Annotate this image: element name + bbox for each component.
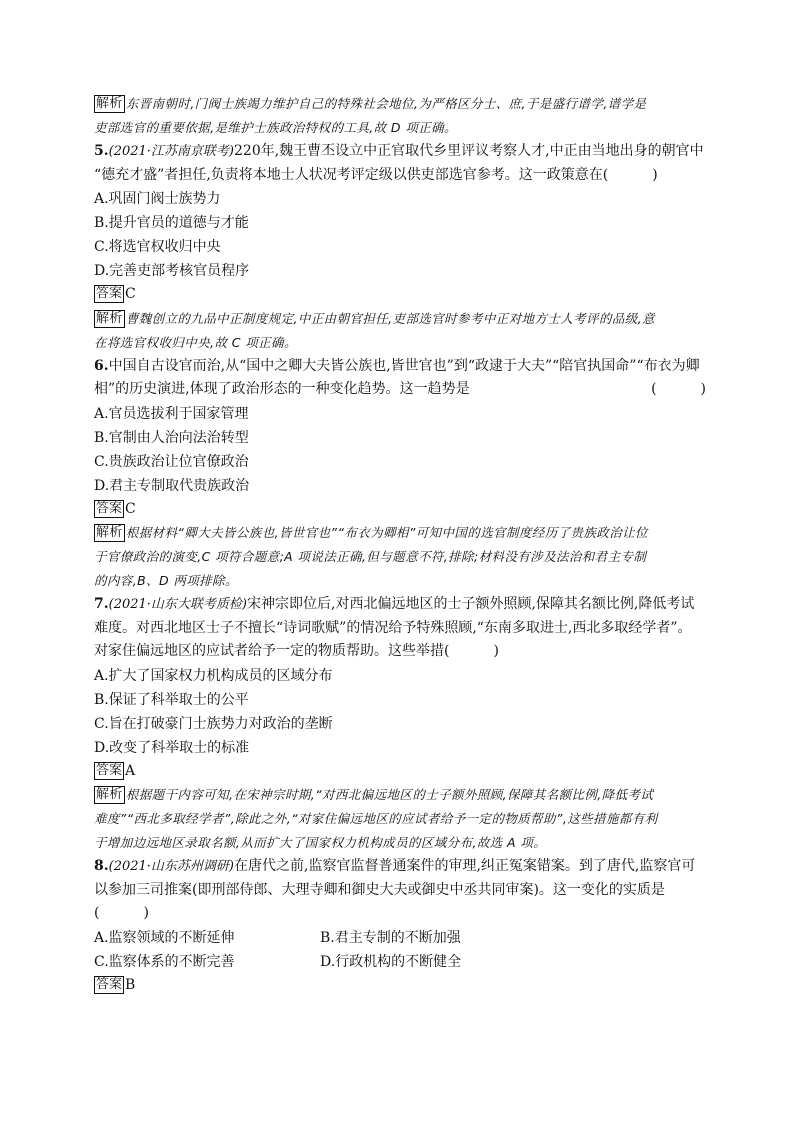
answer-paren-open: ( (651, 381, 657, 397)
explanation-line: 东晋南朝时,门阀士族竭力维护自己的特殊社会地位,为严格区分士、庶,于是盛行谱学,谱学是 (125, 96, 647, 111)
answer-paren: ) (493, 643, 499, 659)
question-7 (94, 593, 706, 855)
explanation-tag: 解析 (96, 96, 123, 111)
question-source: (2021·江苏南京联考) (108, 144, 234, 159)
question-stem-line: 相”的历史演进,体现了政治形态的一种变化趋势。这一趋势是 (94, 381, 470, 397)
answer-paren-close: ) (700, 381, 706, 397)
option-c: C.将选官权收归中央 (94, 239, 221, 255)
option-c: C.贵族政治让位官僚政治 (94, 453, 249, 470)
question-stem-line: 难度。对西北地区士子不擅长“诗词歌赋”的情况给予特殊照顾,“东南多取进士,西北多取经学者”。 (94, 619, 692, 636)
option-d: D.完善吏部考核官员程序 (94, 263, 250, 279)
explanation-line: 根据题干内容可知,在宋神宗时期,“对西北偏远地区的士子额外照顾,保障其名额比例,降低考试 (125, 787, 654, 802)
option-d: D.改变了科举取士的标准 (94, 739, 250, 756)
answer-line (94, 498, 706, 522)
answer-paren: ) (652, 166, 658, 183)
option-d: D.君主专制取代贵族政治 (94, 477, 250, 494)
option-a: A.巩固门阀士族势力 (94, 191, 221, 207)
question-number: 7. (94, 596, 109, 612)
question-number: 5. (94, 143, 109, 159)
option-a: A.官员选拔利于国家管理 (94, 405, 249, 422)
answer-value: A (125, 762, 136, 779)
answer-tag: 答案 (96, 762, 123, 778)
option-b: B.官制由人治向法治转型 (94, 429, 249, 446)
option-d: D.行政机构的不断健全 (320, 953, 462, 970)
answer-line (94, 760, 706, 784)
answer-paren-close: ) (143, 905, 149, 921)
question-stem-line: 宋神宗即位后,对西北偏远地区的士子额外照顾,保障其名额比例,降低考试 (247, 596, 695, 612)
option-b: B.提升官员的道德与才能 (94, 215, 249, 231)
q4-explanation (94, 92, 706, 140)
option-b: B.保证了科举取士的公平 (94, 691, 249, 708)
explanation-line: 的内容,B、D 两项排除。 (94, 573, 238, 588)
question-number: 8. (94, 858, 109, 874)
option-c: C.监察体系的不断完善 (94, 953, 235, 970)
option-a: A.扩大了国家权力机构成员的区域分布 (94, 667, 333, 684)
answer-paren-open: ( (94, 905, 100, 921)
answer-value: C (125, 500, 136, 517)
explanation-line: 曹魏创立的九品中正制度规定,中正由朝官担任,吏部选官时参考中正对地方士人考评的品级,意 (125, 310, 655, 326)
question-stem-line: 以参加三司推案(即刑部侍郎、大理寺卿和御史大夫或御史中丞共同审案)。这一变化的实质是 (94, 881, 665, 898)
answer-tag: 答案 (96, 286, 123, 301)
explanation-line: 于官僚政治的演变,C 项符合题意;A 项说法正确,但与题意不符,排除;材料没有涉及法治和君主专制 (94, 549, 647, 564)
document-page (94, 92, 706, 997)
explanation-tag: 解析 (96, 525, 123, 540)
answer-value: C (125, 286, 136, 302)
option-b: B.君主专制的不断加强 (320, 929, 461, 946)
question-stem-line: 对家住偏远地区的应试者给予一定的物质帮助。这些举措( (94, 643, 450, 659)
question-source: (2021·山东大联考质检) (108, 597, 247, 612)
answer-line (94, 283, 706, 307)
question-stem-line: 在唐代之前,监察官监督普通案件的审理,纠正冤案错案。到了唐代,监察官可 (234, 858, 696, 874)
question-number: 6. (94, 357, 109, 374)
explanation-line: 在将选官权收归中央,故 C 项正确。 (94, 334, 297, 350)
answer-line (94, 974, 706, 998)
question-8 (94, 855, 706, 997)
explanation-tag: 解析 (96, 787, 123, 802)
question-stem-line: 220年,魏王曹丕设立中正官取代乡里评议考察人才,中正由当地出身的朝官中 (234, 143, 704, 159)
explanation-line: 于增加边远地区录取名额,从而扩大了国家权力机构成员的区域分布,故选 A 项。 (94, 835, 547, 850)
explanation-tag: 解析 (96, 310, 123, 326)
explanation-line: 根据材料“卿大夫皆公族也,皆世官也”“布衣为卿相”可知中国的选官制度经历了贵族政治让位 (125, 525, 648, 540)
answer-tag: 答案 (96, 500, 123, 516)
explanation-line: 吏部选官的重要依据,是维护士族政治特权的工具,故 D 项正确。 (94, 120, 457, 135)
question-6 (94, 355, 706, 594)
option-c: C.旨在打破豪门士族势力对政治的垄断 (94, 715, 333, 732)
question-stem-line: 中国自古设官而治,从“国中之卿大夫皆公族也,皆世官也”到“政逮于大夫”“陪官执国命”“布衣为卿 (108, 357, 700, 374)
answer-value: B (125, 976, 136, 993)
question-5 (94, 140, 706, 355)
option-a: A.监察领域的不断延伸 (94, 929, 235, 946)
answer-tag: 答案 (96, 976, 123, 992)
question-stem-line: “德充才盛”者担任,负责将本地士人状况考评定级以供吏部选官参考。这一政策意在( (94, 166, 609, 183)
question-source: (2021·山东苏州调研) (108, 859, 234, 874)
explanation-line: 难度”“西北多取经学者”,除此之外,“对家住偏远地区的应试者给予一定的物质帮助”,这些措施都有利 (94, 811, 658, 826)
